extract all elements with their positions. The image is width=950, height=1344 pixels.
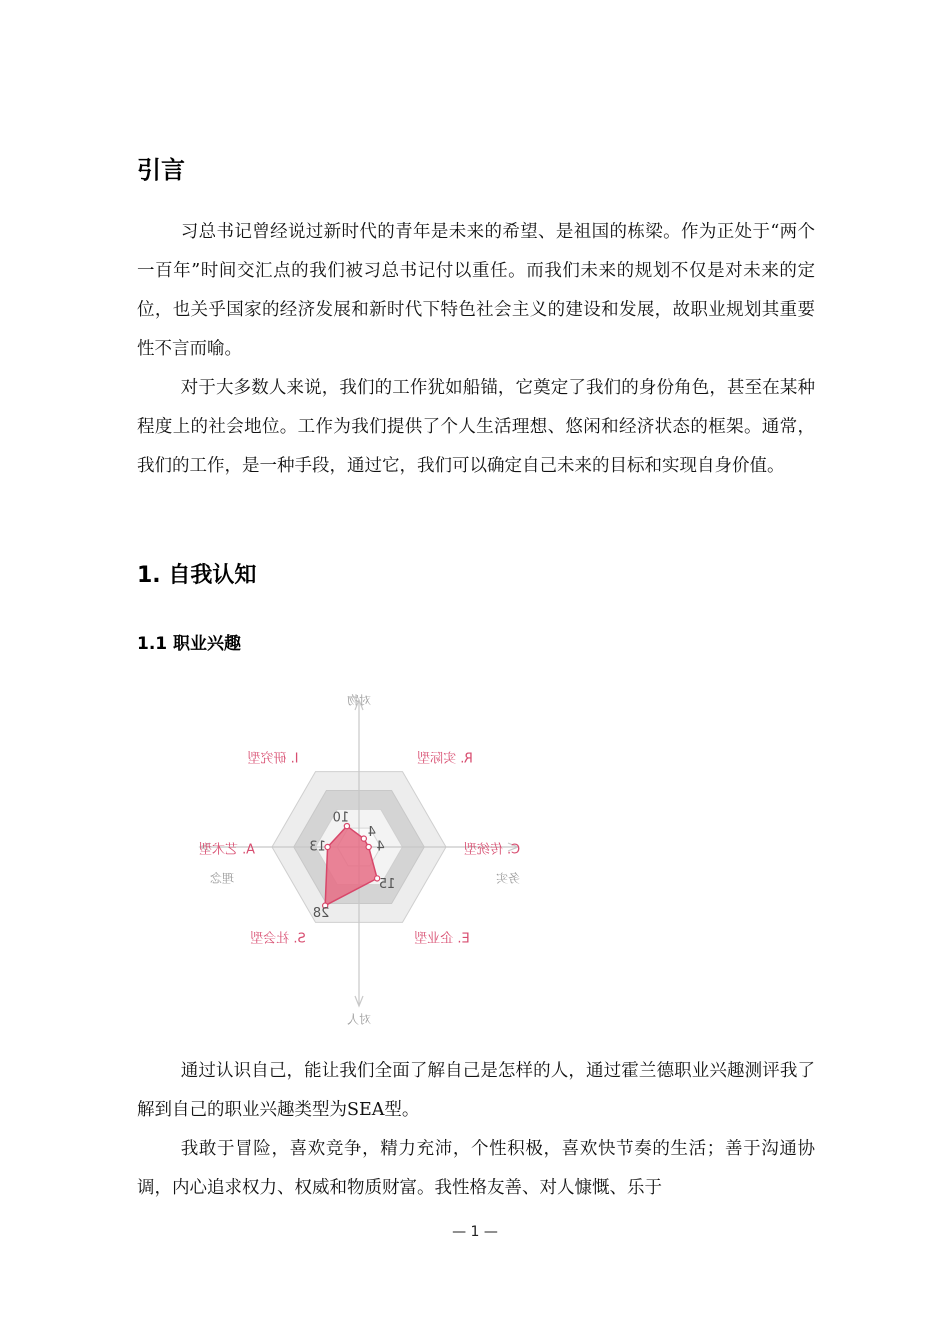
direction-label-top: 对物: [346, 693, 372, 708]
section-1-heading: 1. 自我认知: [137, 563, 257, 588]
page-number: — 1 —: [452, 1224, 498, 1240]
intro-heading: 引言: [137, 156, 185, 184]
category-label-1: R. 实际型: [417, 751, 473, 767]
category-label-5: A. 艺术型: [199, 842, 255, 858]
value-label-3: 15: [378, 876, 396, 892]
radar-point-2: [366, 844, 371, 849]
radar-point-1: [361, 836, 366, 841]
category-label-2: C. 传统型: [463, 842, 521, 858]
category-label-6: I. 研究型: [247, 751, 299, 767]
direction-label-bottom: 对人: [346, 1012, 372, 1027]
category-label-4: S. 社会型: [250, 931, 306, 947]
section-1-1-heading: 1.1 职业兴趣: [137, 634, 242, 654]
section-1-1-paragraph-1: 通过认识自己，能让我们全面了解自己是怎样的人，通过霍兰德职业兴趣测评我了解到自己的职业兴趣类型为SEA型。: [137, 1061, 815, 1120]
section-1-1-paragraph-2: 我敢于冒险，喜欢竞争，精力充沛，个性积极，喜欢快节奏的生活；善于沟通协调，内心追求权力、权威和物质财富。我性格友善、对人慷慨、乐于: [137, 1139, 815, 1198]
value-label-1: 4: [367, 825, 376, 841]
intro-paragraph-2: 对于大多数人来说，我们的工作犹如船锚，它奠定了我们的身份角色，甚至在某种程度上的社会地位。工作为我们提供了个人生活理想、悠闲和经济状态的框架。通常，我们的工作，是一种手段，通过它，我们可以确定自己未来的目标和实现自身价值。: [137, 378, 815, 476]
direction-label-right: 务实: [495, 871, 521, 886]
intro-paragraph-1: 习总书记曾经说过新时代的青年是未来的希望、是祖国的栋梁。作为正处于“两个一百年”时间交汇点的我们被习总书记付以重任。而我们未来的规划不仅是对未来的定位，也关乎国家的经济发展和新时代下特色社会主义的建设和发展，故职业规划其重要性不言而喻。: [137, 222, 815, 359]
value-label-2: 4: [376, 839, 385, 855]
category-label-3: E. 企业型: [414, 931, 470, 947]
holland-radar-chart: [180, 682, 540, 1037]
value-label-6: 10: [332, 810, 350, 826]
direction-label-left: 理念: [209, 871, 235, 886]
value-label-5: 13: [309, 839, 326, 855]
value-label-4: 28: [312, 906, 330, 922]
